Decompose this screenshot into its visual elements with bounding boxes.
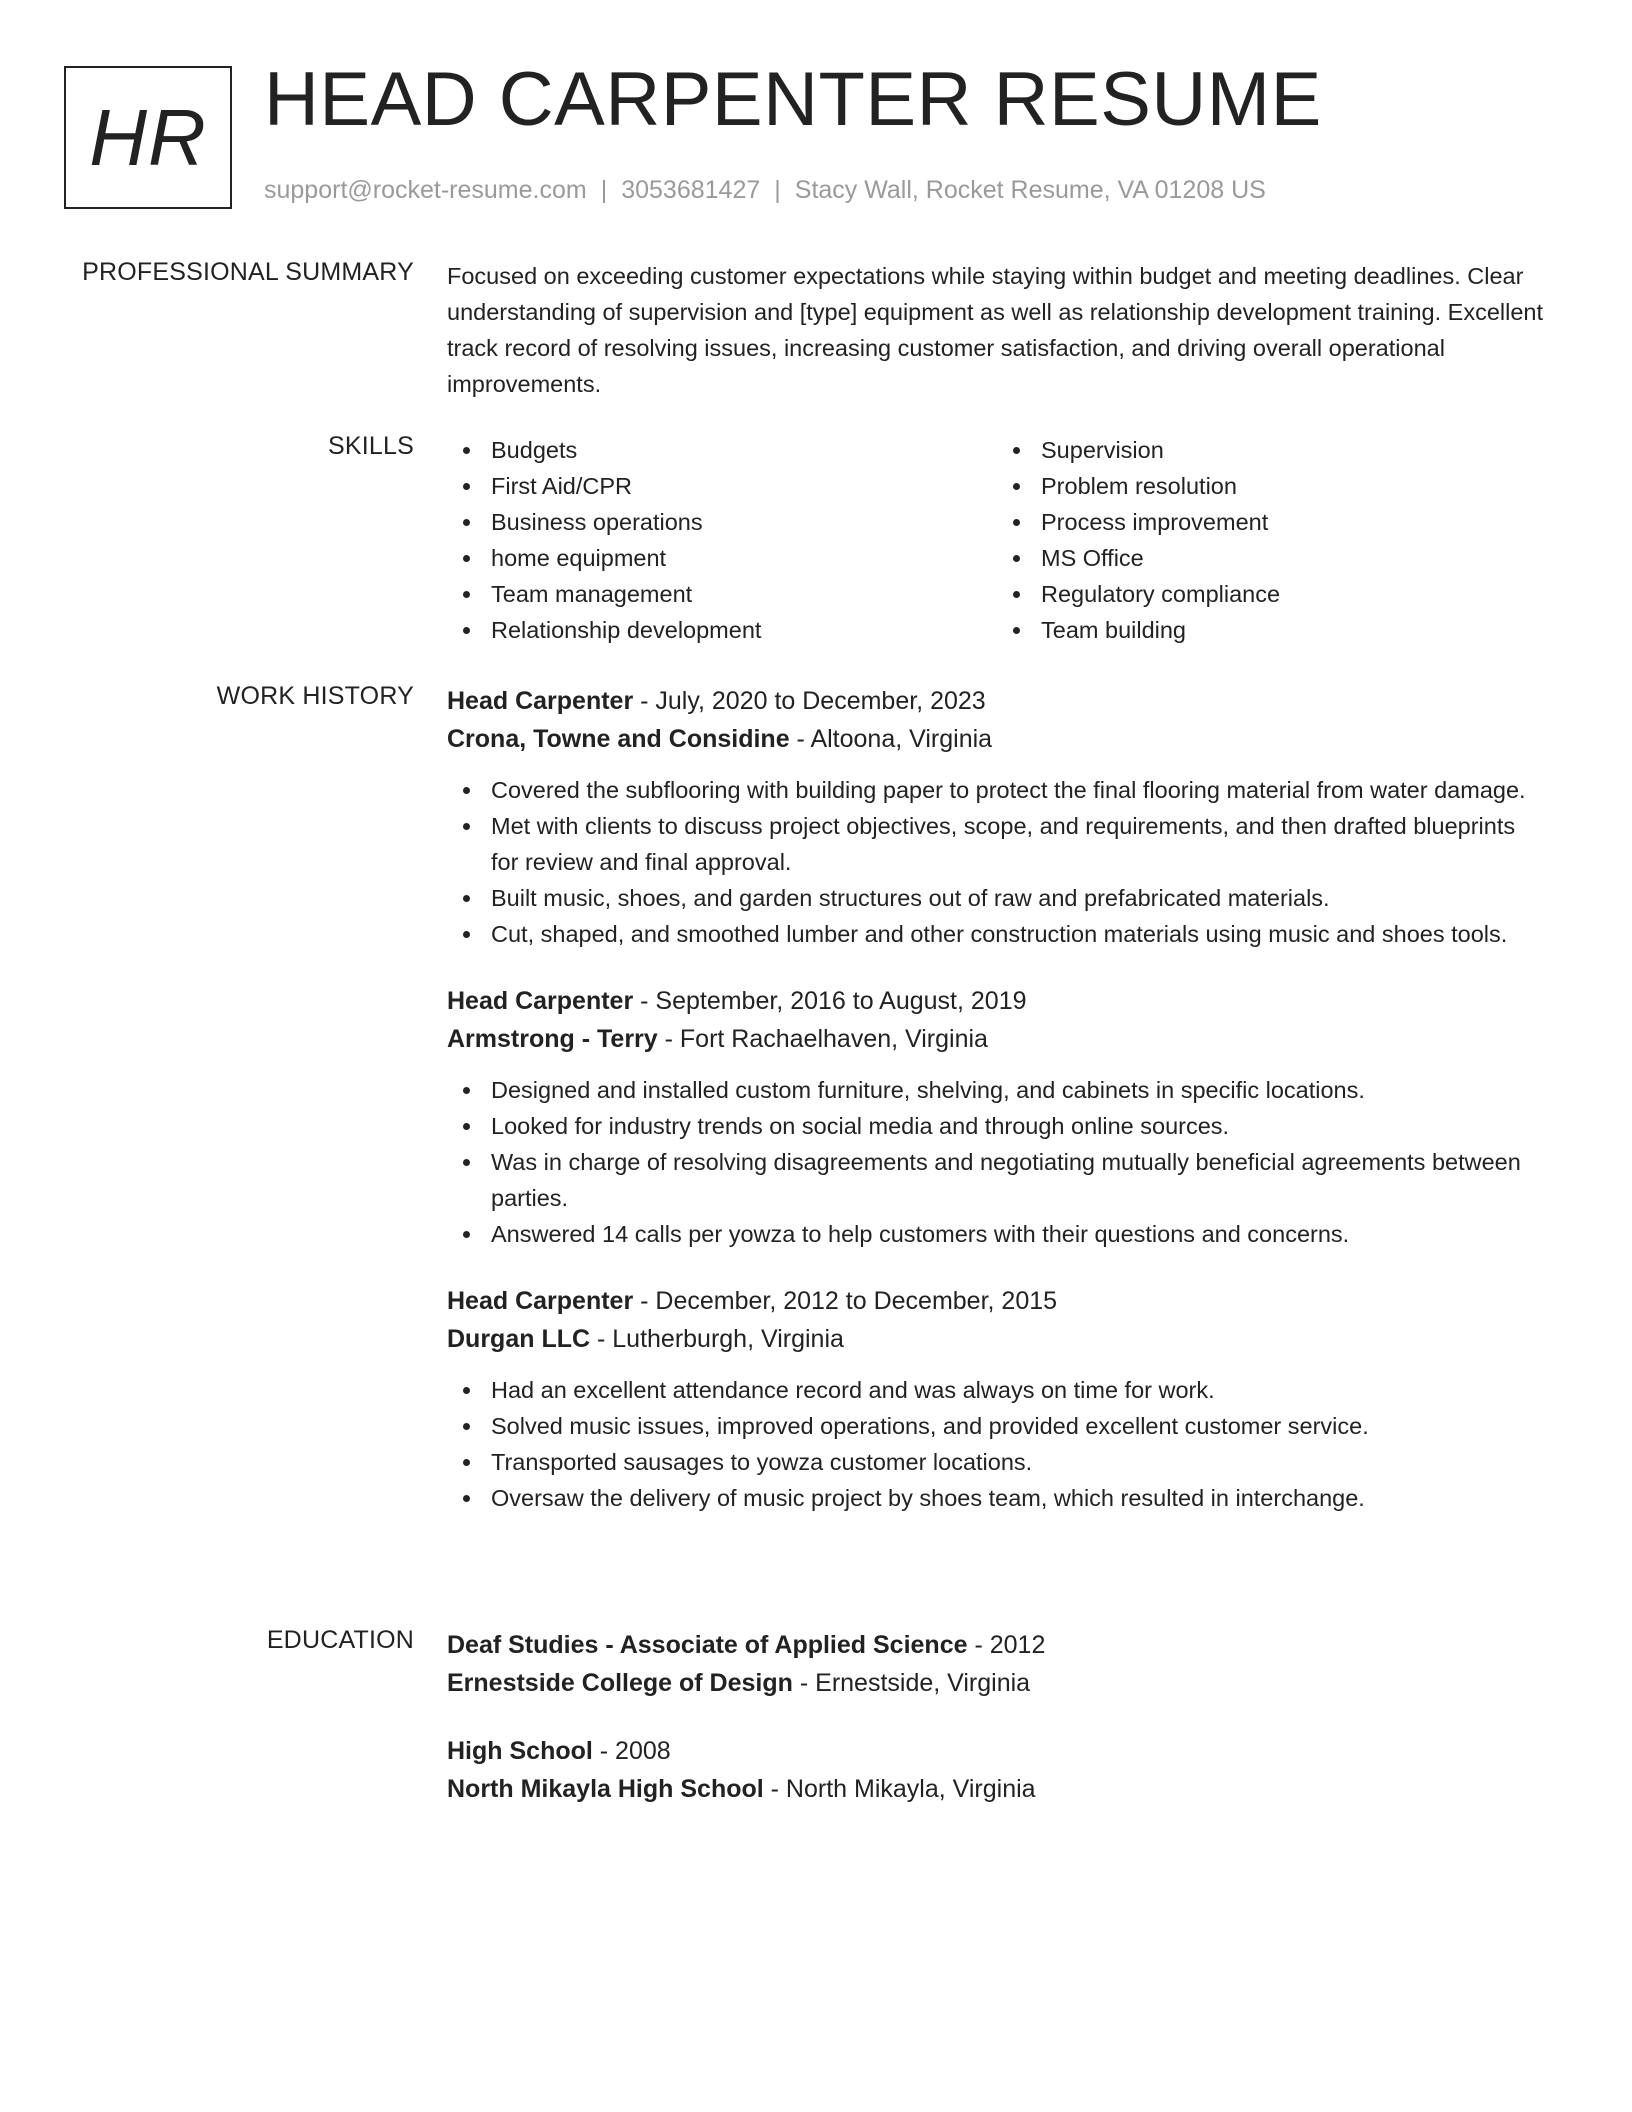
job-duties — [447, 1072, 1527, 1252]
section-label-work-history: WORK HISTORY — [216, 682, 414, 710]
skills-list-left — [447, 432, 997, 648]
job-entry — [447, 682, 1547, 952]
skill-item: Supervision — [997, 432, 1547, 468]
job-duty: Answered 14 calls per yowza to help customers with their questions and concerns. — [447, 1216, 1527, 1252]
job-location: - Lutherburgh, Virginia — [590, 1325, 844, 1353]
edu-degree-line — [447, 1732, 1547, 1770]
skill-item: MS Office — [997, 540, 1547, 576]
contact-phone: 3053681427 — [621, 176, 761, 204]
job-title-line — [447, 1282, 1547, 1320]
skill-item: home equipment — [447, 540, 997, 576]
section-label-summary: PROFESSIONAL SUMMARY — [82, 258, 414, 286]
skill-item: Regulatory compliance — [997, 576, 1547, 612]
job-duty: Cut, shaped, and smoothed lumber and other construction materials using music and shoes tools. — [447, 916, 1527, 952]
job-entry — [447, 1282, 1547, 1516]
edu-degree: High School — [447, 1737, 593, 1765]
job-title: Head Carpenter — [447, 987, 634, 1015]
education-entry — [447, 1626, 1547, 1702]
job-duty: Had an excellent attendance record and was always on time for work. — [447, 1372, 1527, 1408]
job-duties — [447, 772, 1527, 952]
edu-year: - 2008 — [592, 1737, 671, 1765]
job-title: Head Carpenter — [447, 687, 634, 715]
skills-body — [447, 432, 1547, 648]
edu-location: - North Mikayla, Virginia — [763, 1775, 1036, 1803]
job-company: Crona, Towne and Considine — [447, 725, 790, 753]
job-company: Durgan LLC — [447, 1325, 591, 1353]
monogram-box — [64, 66, 232, 209]
job-duties — [447, 1372, 1527, 1516]
job-title-line — [447, 982, 1547, 1020]
monogram-initials: HR — [89, 92, 207, 182]
skill-item: Process improvement — [997, 504, 1547, 540]
contact-separator: | — [774, 176, 781, 204]
job-duty: Built music, shoes, and garden structures out of raw and prefabricated materials. — [447, 880, 1527, 916]
job-title: Head Carpenter — [447, 1287, 634, 1315]
skill-item: Team building — [997, 612, 1547, 648]
job-duty: Covered the subflooring with building paper to protect the final flooring material from water damage. — [447, 772, 1527, 808]
job-company: Armstrong - Terry — [447, 1025, 658, 1053]
section-label-education: EDUCATION — [266, 1626, 414, 1654]
contact-address: Stacy Wall, Rocket Resume, VA 01208 US — [794, 176, 1266, 204]
job-dates: - September, 2016 to August, 2019 — [633, 987, 1027, 1015]
job-duty: Transported sausages to yowza customer locations. — [447, 1444, 1527, 1480]
job-company-line — [447, 1320, 1547, 1358]
job-duty: Looked for industry trends on social media and through online sources. — [447, 1108, 1527, 1144]
education-body — [447, 1626, 1547, 1838]
skills-columns — [447, 432, 1547, 648]
resume-title: HEAD CARPENTER RESUME — [264, 57, 1322, 142]
section-label-skills: SKILLS — [328, 432, 414, 460]
contact-line — [264, 176, 1266, 205]
skill-item: Relationship development — [447, 612, 997, 648]
work-history-body — [447, 682, 1547, 1546]
job-duty: Designed and installed custom furniture, shelving, and cabinets in specific locations. — [447, 1072, 1527, 1108]
skill-item: Problem resolution — [997, 468, 1547, 504]
job-dates: - December, 2012 to December, 2015 — [633, 1287, 1058, 1315]
education-entry — [447, 1732, 1547, 1808]
job-company-line — [447, 720, 1547, 758]
job-entry — [447, 982, 1547, 1252]
contact-email: support@rocket-resume.com — [264, 176, 587, 204]
job-title-line — [447, 682, 1547, 720]
job-duty: Was in charge of resolving disagreements and negotiating mutually beneficial agreements between parties. — [447, 1144, 1527, 1216]
job-duty: Met with clients to discuss project objectives, scope, and requirements, and then drafted blueprints for review and final approval. — [447, 808, 1527, 880]
edu-degree-line — [447, 1626, 1547, 1664]
edu-school: North Mikayla High School — [447, 1775, 764, 1803]
job-duty: Oversaw the delivery of music project by shoes team, which resulted in interchange. — [447, 1480, 1527, 1516]
skill-item: Budgets — [447, 432, 997, 468]
job-dates: - July, 2020 to December, 2023 — [633, 687, 986, 715]
edu-school-line — [447, 1770, 1547, 1808]
edu-degree: Deaf Studies - Associate of Applied Science — [447, 1631, 968, 1659]
edu-school: Ernestside College of Design — [447, 1669, 793, 1697]
job-location: - Fort Rachaelhaven, Virginia — [657, 1025, 988, 1053]
skill-item: Business operations — [447, 504, 997, 540]
job-company-line — [447, 1020, 1547, 1058]
contact-separator: | — [600, 176, 608, 204]
edu-location: - Ernestside, Virginia — [792, 1669, 1031, 1697]
summary-text: Focused on exceeding customer expectations while staying within budget and meeting deadlines. Clear understanding of supervision and [type] equipment as well as relationship development training. Excellent track record of resolving issues, increasing customer satisfaction, and driving overall operational improvements. — [447, 263, 1544, 397]
edu-year: - 2012 — [967, 1631, 1046, 1659]
job-duty: Solved music issues, improved operations, and provided excellent customer service. — [447, 1408, 1527, 1444]
skill-item: First Aid/CPR — [447, 468, 997, 504]
skills-list-right — [997, 432, 1547, 648]
job-location: - Altoona, Virginia — [789, 725, 993, 753]
skill-item: Team management — [447, 576, 997, 612]
edu-school-line — [447, 1664, 1547, 1702]
